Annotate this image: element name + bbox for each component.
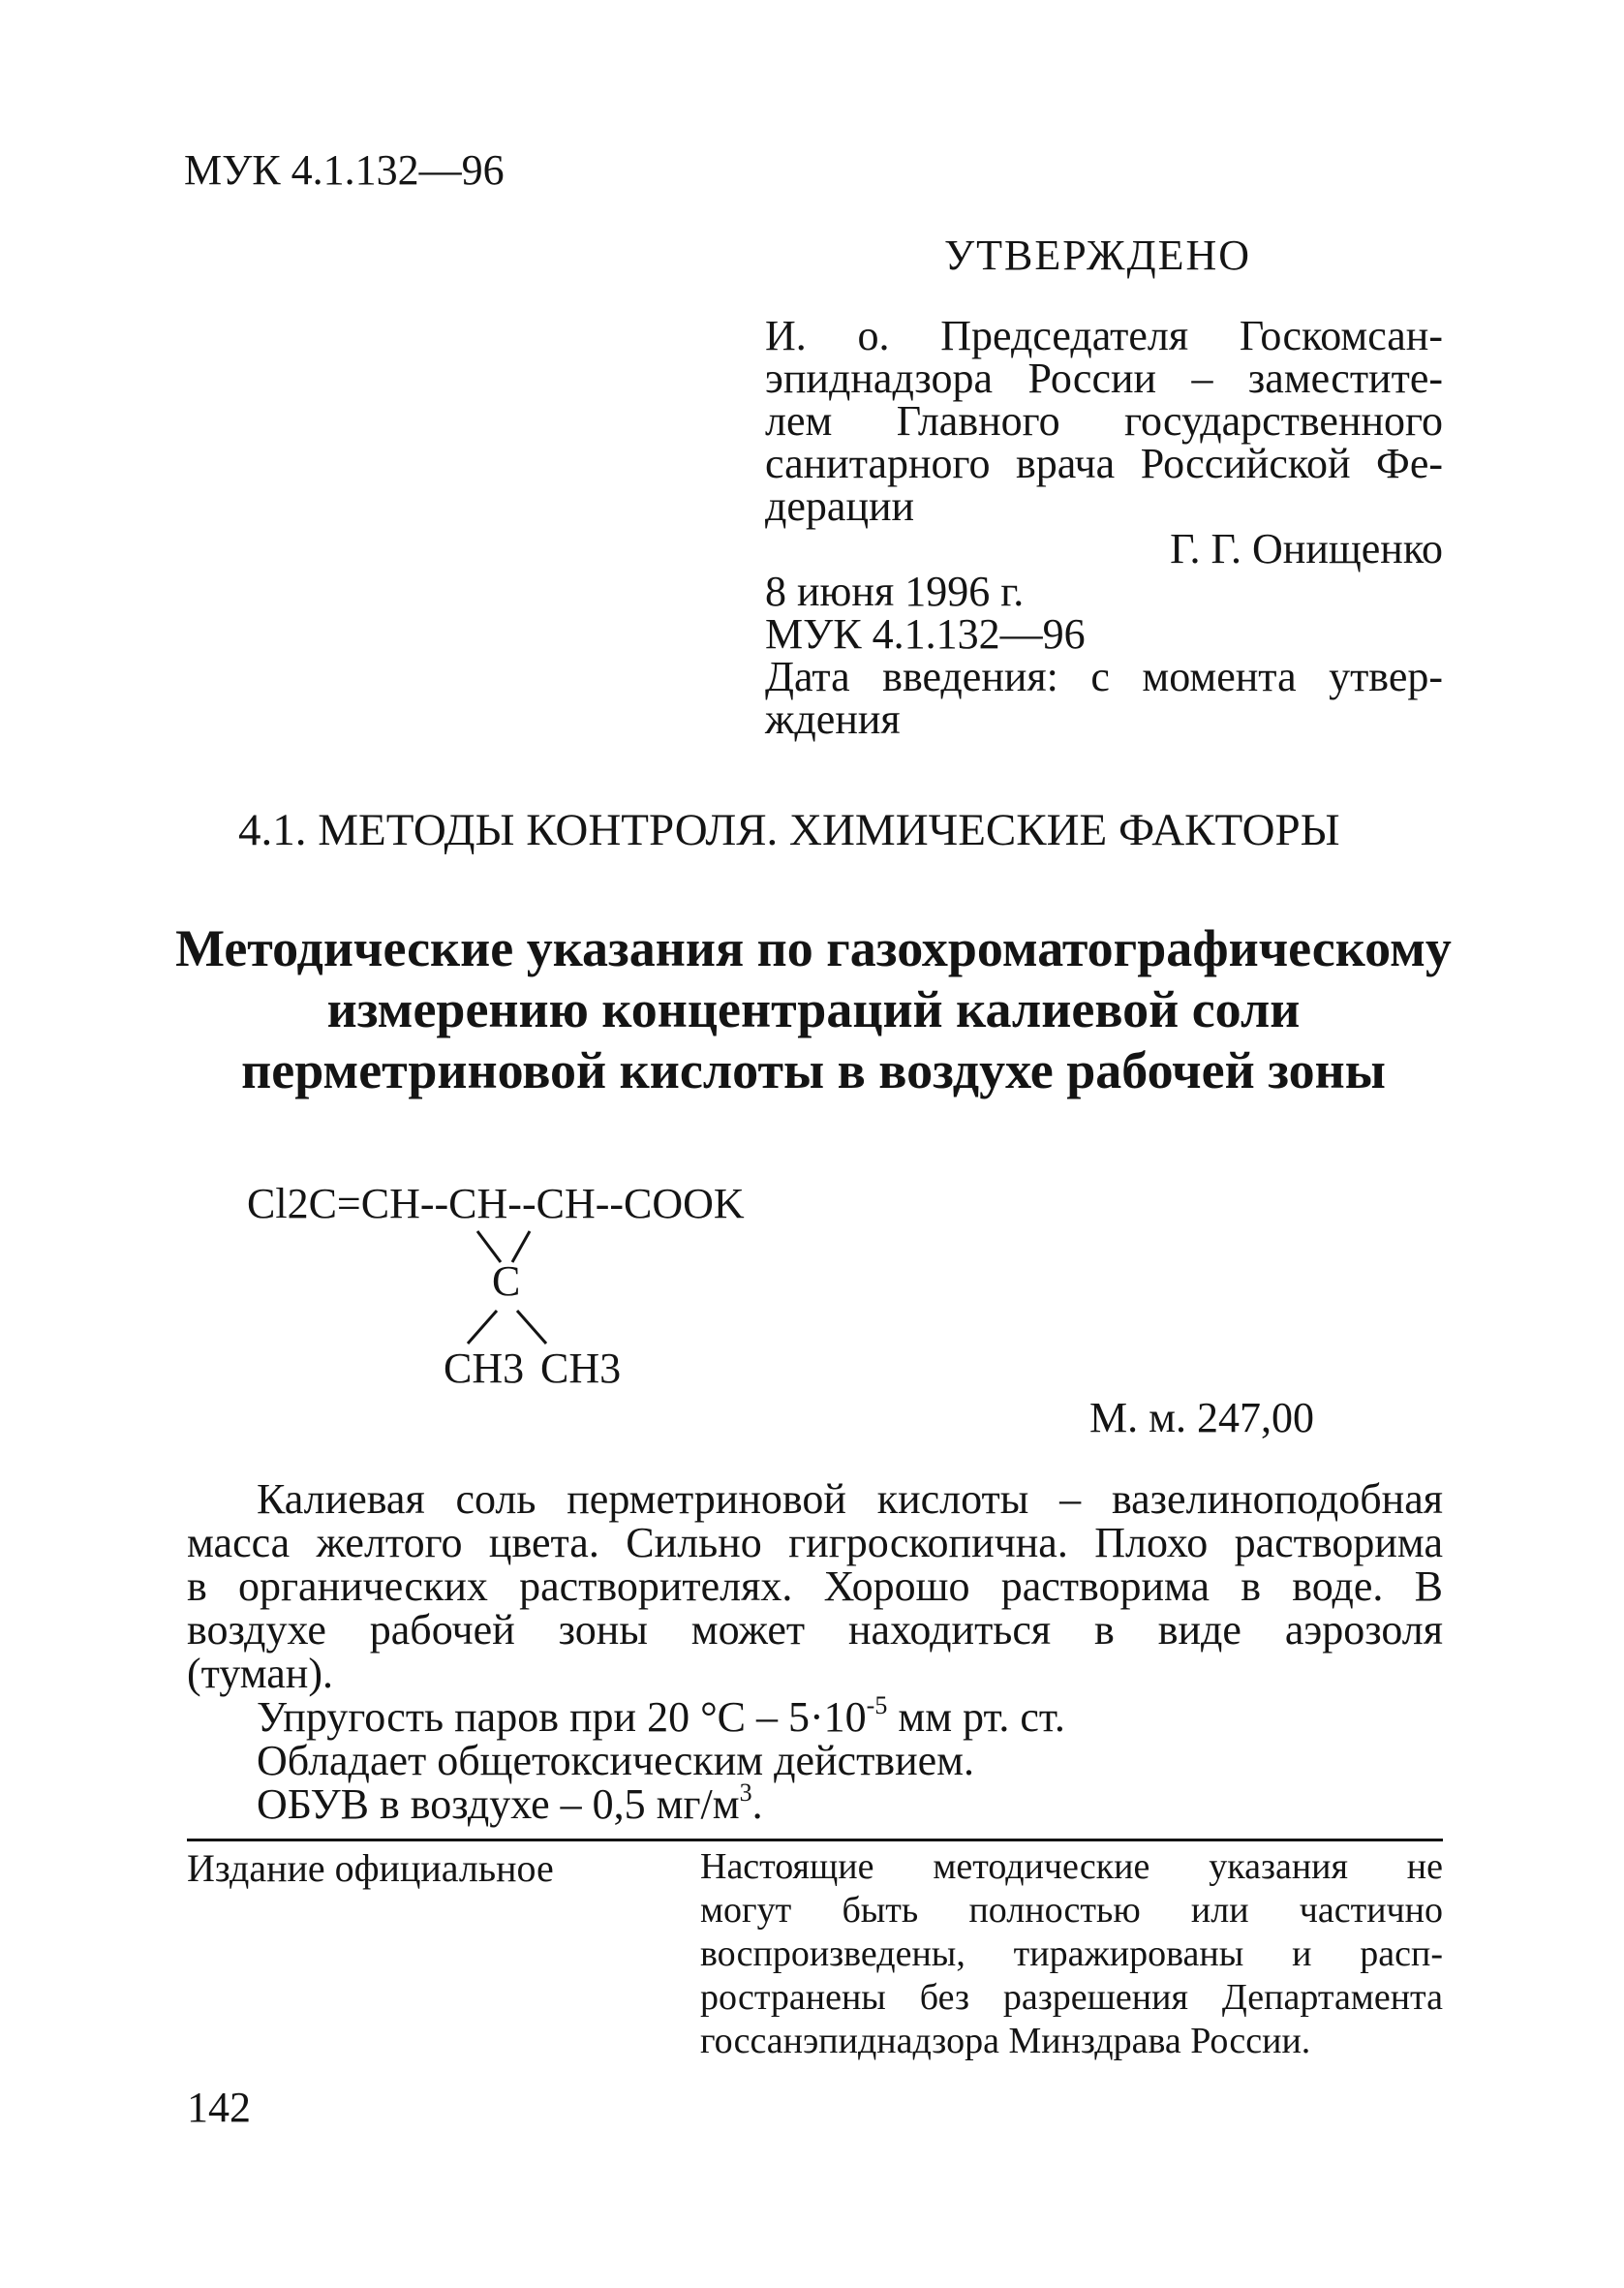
approval-line: лем Главного государственного (765, 397, 1443, 445)
vapor-pressure-unit: мм рт. ст. (887, 1693, 1065, 1741)
exposure-limit-text: ОБУВ в воздухе – 0,5 мг/м (257, 1780, 740, 1828)
exposure-limit-exponent: 3 (739, 1778, 752, 1807)
notice-line: ространены без разрешения Департамента (700, 1977, 1443, 2018)
toxicity-line: Обладает общетоксическим действием. (257, 1737, 974, 1784)
introduction-date-line: ждения (765, 696, 901, 743)
document-title: Методические указания по газохроматографическому измерению концентраций калиевой соли перметриновой кислоты в воздухе рабочей зоны (175, 919, 1452, 1099)
formula-right-methyl: CH3 (540, 1345, 622, 1392)
footer-divider (187, 1839, 1443, 1841)
formula-center-atom: C (492, 1257, 521, 1305)
vapor-pressure-exponent: -5 (866, 1691, 888, 1719)
approval-line: санитарного врача Российской Фе- (765, 440, 1443, 487)
section-heading: 4.1. МЕТОДЫ КОНТРОЛЯ. ХИМИЧЕСКИЕ ФАКТОРЫ (238, 805, 1340, 855)
approval-heading: УТВЕРЖДЕНО (944, 232, 1252, 279)
approval-line: эпиднадзора России – заместите- (765, 355, 1443, 402)
introduction-date-line: Дата введения: с момента утвер- (765, 653, 1443, 700)
document-code: МУК 4.1.132—96 (184, 146, 505, 194)
notice-line: Настоящие методические указания не (700, 1846, 1443, 1887)
substance-description (187, 1477, 1443, 1826)
description-line: в органических растворителях. Хорошо растворима в воде. В (187, 1562, 1443, 1610)
formula-main-chain: Cl2C=CH--CH--CH--COOK (247, 1180, 745, 1227)
formula-left-methyl: CH3 (444, 1345, 525, 1392)
approval-block (765, 312, 1443, 743)
edition-label: Издание официальное (187, 1846, 554, 1890)
bond-line (512, 1231, 530, 1262)
notice-line: могут быть полностью или частично (700, 1890, 1443, 1931)
approval-code: МУК 4.1.132—96 (765, 610, 1086, 658)
notice-line: госсанэпиднадзора Минздрава России. (700, 2021, 1311, 2061)
approval-signatory: Г. Г. Онищенко (1170, 525, 1443, 572)
approval-date: 8 июня 1996 г. (765, 568, 1025, 615)
vapor-pressure-line (187, 1691, 1443, 1741)
notice-line: воспроизведены, тиражированы и расп- (700, 1933, 1443, 1974)
description-line: масса желтого цвета. Сильно гигроскопична. Плохо растворима (187, 1519, 1443, 1566)
exposure-limit-line (187, 1778, 1443, 1828)
vapor-pressure-text: Упругость паров при 20 °С – 5·10 (257, 1693, 867, 1741)
page-number: 142 (187, 2084, 251, 2131)
description-line: (туман). (187, 1650, 333, 1697)
molecular-mass: М. м. 247,00 (1089, 1394, 1314, 1441)
exposure-limit-end: . (751, 1780, 763, 1828)
copyright-notice (700, 1845, 1443, 2063)
description-line: Калиевая соль перметриновой кислоты – вазелиноподобная (257, 1475, 1443, 1523)
structural-formula (247, 1177, 925, 1395)
bond-line (517, 1311, 546, 1344)
approval-line: дерации (765, 482, 915, 530)
description-line: воздухе рабочей зоны может находиться в виде аэрозоля (187, 1606, 1443, 1654)
bond-line (477, 1231, 501, 1262)
approval-line: И. о. Председателя Госкомсан- (765, 312, 1443, 359)
bond-line (468, 1311, 497, 1344)
